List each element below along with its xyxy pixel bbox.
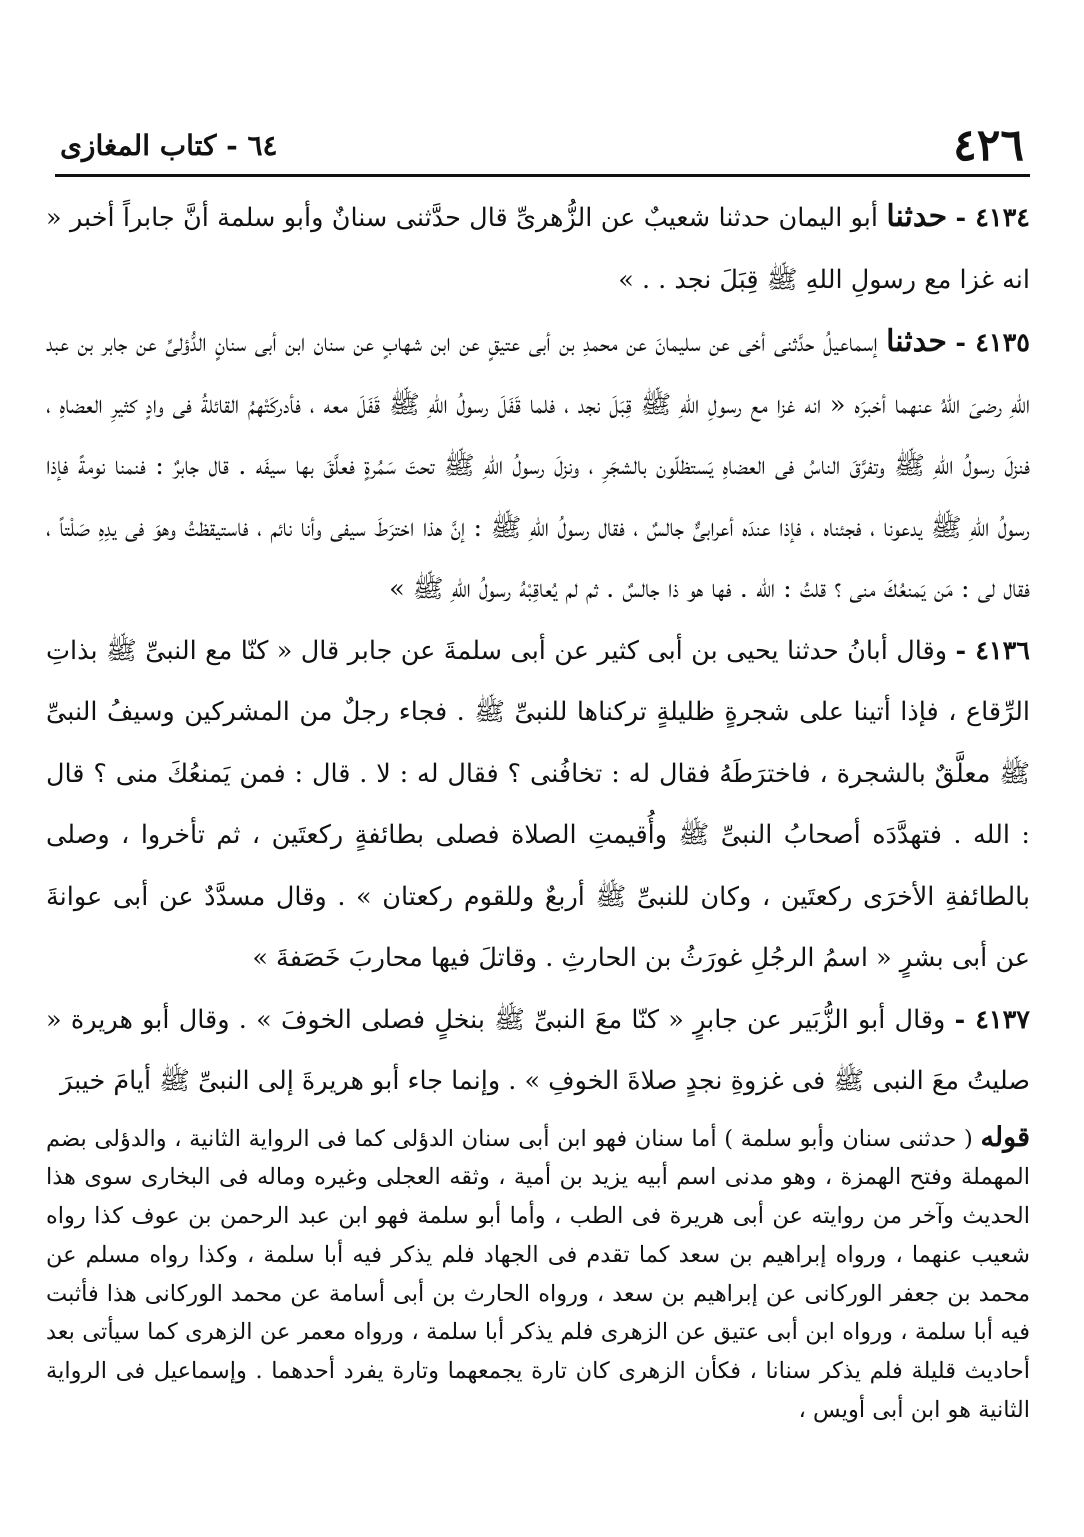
hadith-4137 [46, 990, 1030, 1113]
hadith-number: ٤١٣٦ - [955, 635, 1030, 666]
hadith-opening: حدثنا [886, 199, 948, 234]
hadith-number: ٤١٣٤ - [955, 203, 1030, 233]
header-divider [55, 174, 1030, 177]
page-header [60, 118, 1024, 174]
book-title: ٦٤ - كتاب المغازى [60, 129, 278, 162]
hadith-4135 [46, 311, 1030, 621]
hadith-opening: حدثنا [886, 324, 947, 359]
commentary-text: ( حدثنى سنان وأبو سلمة ) أما سنان فهو ابن أبى سنان الدؤلى كما فى الرواية الثانية ، والدؤلى بضم المهملة وفتح الهمزة ، وهو مدنى اسم أبيه يزيد بن أمية ، وثقه العجلى وغيره وماله فى البخارى سوى هذا الحديث وآخر من روايته عن أبى هريرة فى الطب ، وأما أبو سلمة فهو ابن عبد الرحمن بن عوف كذا رواه شعيب عنهما ، ورواه إبراهيم بن سعد كما تقدم فى الجهاد فلم يذكر فيه أبا سلمة ، وكذا رواه مسلم عن محمد بن جعفر الوركانى عن إبراهيم بن سعد ، ورواه الحارث بن أبى أسامة عن محمد الوركانى هذا فأثبت فيه أبا سلمة ، ورواه ابن أبى عتيق عن الزهرى فلم يذكر أبا سلمة ، ورواه معمر عن الزهرى كما سيأتى بعد أحاديث قليلة فلم يذكر سنانا ، فكأن الزهرى كان تارة يجمعهما وتارة يفرد أحدهما . وإسماعيل فى الرواية الثانية هو ابن أبى أويس ، [46, 1125, 1030, 1424]
hadith-4134 [46, 186, 1030, 311]
hadith-text: وقال أبو الزُّبَير عن جابرٍ « كنّا معَ النبىِّ ﷺ بنخلٍ فصلى الخوفَ » . وقال أبو هريرة « صليتُ معَ النبى ﷺ فى غزوةِ نجدٍ صلاةَ الخوفِ » . وإنما جاء أبو هريرةَ إلى النبىِّ ﷺ أيامَ خيبرَ [46, 1004, 1030, 1096]
hadith-text: أبو اليمان حدثنا شعيبٌ عن الزُّهرىِّ قال حدَّثنى سنانٌ وأبو سلمة أنَّ جابراً أخبر « انه غزا مع رسولِ اللهِ ﷺ قِبَلَ نجد . . » [46, 203, 1030, 295]
commentary-opening: قوله [980, 1121, 1030, 1153]
hadith-number: ٤١٣٧ - [954, 1004, 1031, 1035]
main-text [46, 186, 1030, 1430]
hadith-4136 [46, 621, 1030, 990]
hadith-text: إسماعيلُ حدَّثنى أخى عن سليمانَ عن محمدِ بن أبى عتيقٍ عن ابن شهابٍ عن سنان ابن أبى سنانٍ الدُّؤلىِّ عن جابر بن عبد اللهِ رضىَ اللهُ عنهما أخبرَه « انه غزا مع رسولِ اللهِ ﷺ قِبَلَ نجد ، فلما قَفَلَ رسولُ اللهِ ﷺ قَفَلَ معه ، فأدركَتْهمُ القائلةُ فى وادٍ كثيرِ العضاهِ ، فنزلَ رسولُ اللهِ ﷺ وتفرَّقَ الناسُ فى العضاهِ يَستظلّون بالشجَرِ ، ونزلَ رسولُ اللهِ ﷺ تحتَ سَمُرةٍ فعلَّقَ بها سيفَه . قال جابرٌ : فنمنا نومةً فإذا رسولُ اللهِ ﷺ يدعونا ، فجئناه ، فإذا عندَه أعرابىٌّ جالسٌ ، فقال رسولُ اللهِ ﷺ : إنَّ هذا اخترَطَ سيفى وأنا نائم ، فاستيقظتُ وهوَ فى يدِهِ صَلْتاً ، فقال لى : مَن يَمنعُكَ منى ؟ قلتُ : الله . فها هو ذا جالسٌ . ثم لم يُعاقِبْهُ رسولُ اللهِ ﷺ » [46, 328, 1030, 604]
commentary [46, 1119, 1030, 1430]
page-number: ٤٢٦ [953, 120, 1024, 171]
hadith-number: ٤١٣٥ - [955, 328, 1030, 358]
hadith-text: وقال أبانُ حدثنا يحيى بن أبى كثير عن أبى سلمةَ عن جابر قال « كنّا مع النبىِّ ﷺ بذاتِ الرِّقاع ، فإذا أتينا على شجرةٍ ظليلةٍ تركناها للنبىِّ ﷺ . فجاء رجلٌ من المشركين وسيفُ النبىِّ ﷺ معلَّقٌ بالشجرة ، فاخترَطَهُ فقال له : تخافُنى ؟ فقال له : لا . قال : فمن يَمنعُكَ منى ؟ قال : الله . فتهدَّدَه أصحابُ النبىِّ ﷺ وأُقيمتِ الصلاة فصلى بطائفةٍ ركعتَين ، ثم تأخروا ، وصلى بالطائفةِ الأخرَى ركعتَين ، وكان للنبىِّ ﷺ أربعٌ وللقوم ركعتان » . وقال مسدَّدٌ عن أبى عوانةَ عن أبى بشرٍ « اسمُ الرجُلِ غورَثُ بن الحارثِ . وقاتلَ فيها محاربَ خَصَفةَ » [46, 635, 1030, 973]
